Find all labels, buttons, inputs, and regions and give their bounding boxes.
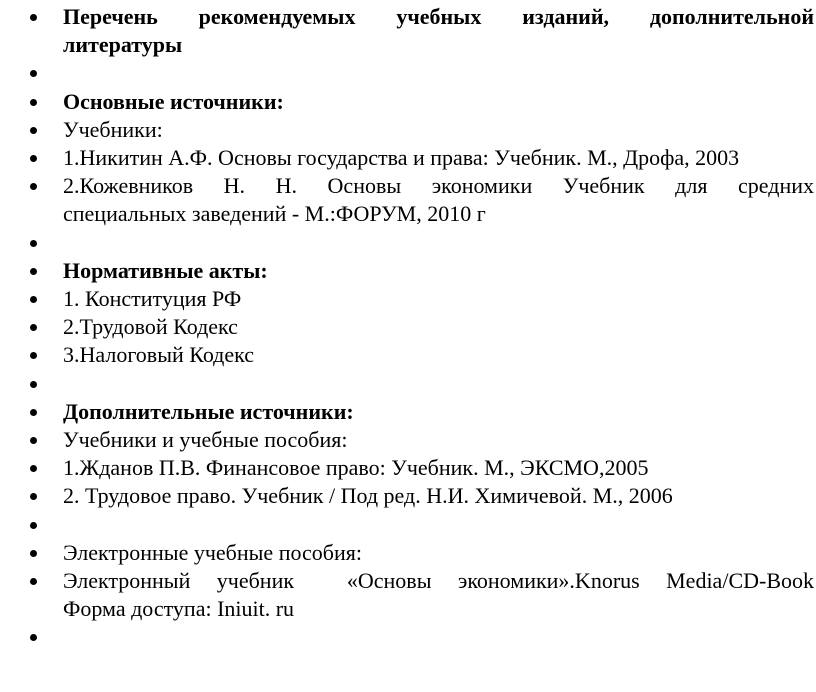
bullet-icon — [30, 381, 37, 388]
list-item-reference — [0, 144, 816, 172]
bullet-icon — [30, 268, 37, 275]
bullet-icon — [30, 70, 37, 77]
list-item-reference — [0, 567, 816, 623]
list-item-main-sources-heading — [0, 88, 816, 116]
bullet-icon — [30, 493, 37, 500]
reference-line-2: специальных заведений - М.:ФОРУМ, 2010 г — [63, 201, 486, 227]
list-item-text: 2.Трудовой Кодекс — [63, 314, 238, 340]
list-item-heading-reading-list — [0, 3, 816, 59]
list-item-textbooks-label — [0, 116, 816, 144]
heading-line-1: Перечень рекомендуемых учебных изданий, дополнительной — [63, 4, 814, 29]
reference-line-1: 2.Кожевников Н. Н. Основы экономики Учебник для средних — [63, 173, 814, 199]
list-item-reference — [0, 341, 816, 369]
reference-line-2: Форма доступа: Iniuit. ru — [63, 596, 295, 622]
list-item-text: Учебники: — [63, 116, 163, 142]
bullet-icon — [30, 155, 37, 162]
heading-line-2: литературы — [63, 32, 183, 58]
list-item-text: 1.Никитин А.Ф. Основы государства и права: Учебник. М., Дрофа, 2003 — [63, 145, 740, 170]
bullet-icon — [30, 634, 37, 641]
bullet-icon — [30, 240, 37, 247]
bullet-icon — [30, 465, 37, 472]
bullet-icon — [30, 99, 37, 106]
bullet-icon — [30, 437, 37, 444]
bullet-icon — [30, 296, 37, 303]
section-heading: Основные источники: — [63, 88, 284, 114]
list-item-text: 2. Трудовое право. Учебник / Под ред. Н.И. Химичевой. М., 2006 — [63, 483, 673, 509]
bullet-icon — [30, 352, 37, 359]
list-item-empty — [0, 370, 816, 398]
list-item-reference — [0, 482, 816, 510]
reference-line-1: Электронный учебник «Основы экономики».Knorus Media/CD-Book — [63, 568, 814, 593]
section-heading: Дополнительные источники: — [63, 398, 354, 424]
list-item-normative-acts-heading — [0, 257, 816, 285]
list-item-textbooks-label — [0, 426, 816, 454]
bullet-icon — [30, 324, 37, 331]
list-item-text: 1. Конституция РФ — [63, 286, 242, 311]
list-item-empty — [0, 59, 816, 87]
list-item-reference — [0, 285, 816, 313]
bullet-icon — [30, 578, 37, 585]
list-item-empty — [0, 229, 816, 257]
list-item-text: Электронные учебные пособия: — [63, 539, 362, 565]
bullet-icon — [30, 14, 37, 21]
bullet-icon — [30, 550, 37, 557]
section-heading: Нормативные акты: — [63, 257, 268, 283]
list-item-empty — [0, 623, 816, 651]
list-item-reference — [0, 313, 816, 341]
list-item-empty — [0, 511, 816, 539]
bullet-icon — [30, 183, 37, 190]
bullet-icon — [30, 127, 37, 134]
list-item-text: 1.Жданов П.В. Финансовое право: Учебник. М., ЭКСМО,2005 — [63, 455, 649, 481]
reading-list — [0, 3, 816, 652]
list-item-additional-sources-heading — [0, 398, 816, 426]
bullet-icon — [30, 409, 37, 416]
list-item-electronic-label — [0, 539, 816, 567]
list-item-reference — [0, 454, 816, 482]
bullet-icon — [30, 522, 37, 529]
list-item-text: Учебники и учебные пособия: — [63, 427, 348, 452]
list-item-text: 3.Налоговый Кодекс — [63, 342, 255, 368]
list-item-reference — [0, 172, 816, 228]
